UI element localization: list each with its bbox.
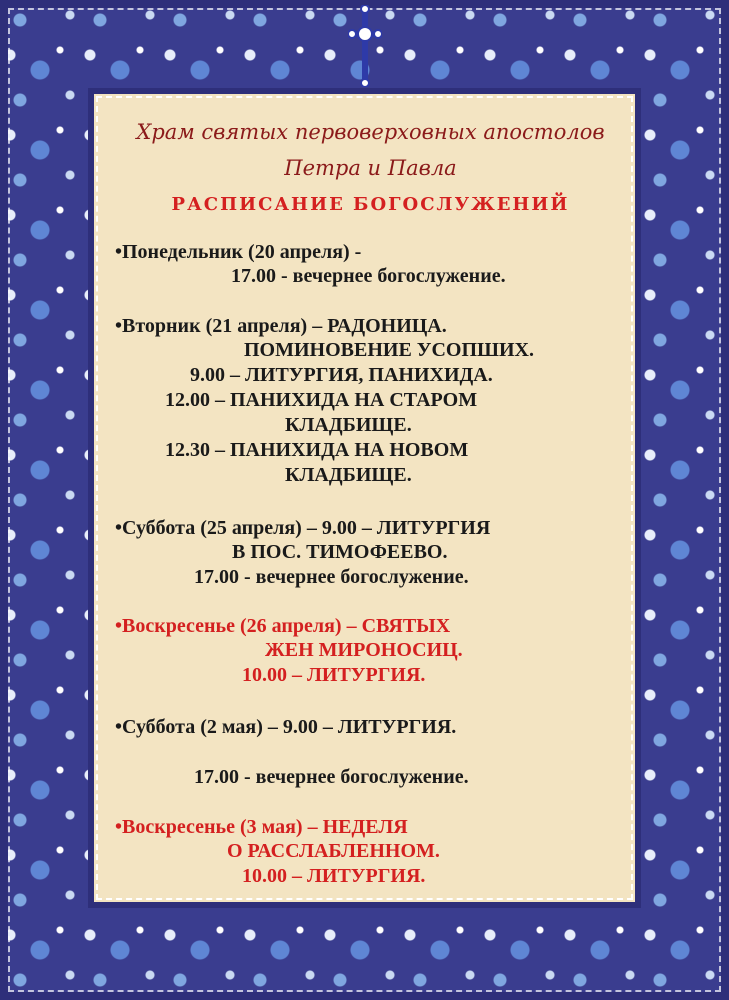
schedule-panel [88,88,641,908]
sunday2-feast: О РАССЛАБЛЕННОМ. [227,840,440,862]
saturday1-location: В ПОС. ТИМОФЕЕВО. [232,541,448,563]
sunday2-service: 10.00 – ЛИТУРГИЯ. [242,865,426,887]
tuesday-service-3: 12.30 – ПАНИХИДА НА НОВОМ [165,439,469,461]
page-subtitle: РАСПИСАНИЕ БОГОСЛУЖЕНИЙ [171,194,570,215]
tuesday-subheading: ПОМИНОВЕНИЕ УСОПШИХ. [244,339,534,361]
monday-heading: •Понедельник (20 апреля) - [115,241,362,263]
church-title: Храм святых первоверховных апостолов [136,120,605,144]
saturday1-heading: •Суббота (25 апреля) – 9.00 – ЛИТУРГИЯ [115,517,491,539]
sunday1-service: 10.00 – ЛИТУРГИЯ. [242,664,426,686]
sunday1-heading: •Воскресенье (26 апреля) – СВЯТЫХ [115,615,451,637]
sunday2-heading: •Воскресенье (3 мая) – НЕДЕЛЯ [115,816,408,838]
cross-icon [348,5,382,87]
saturday1-service: 17.00 - вечернее богослужение. [194,566,469,588]
saturday2-heading: •Суббота (2 мая) – 9.00 – ЛИТУРГИЯ. [115,716,457,738]
church-title-line2: Петра и Павла [284,156,457,180]
saturday2-service: 17.00 - вечернее богослужение. [194,766,469,788]
tuesday-service-3b: КЛАДБИЩЕ. [285,464,412,486]
tuesday-heading: •Вторник (21 апреля) – РАДОНИЦА. [115,315,447,337]
tuesday-service-2b: КЛАДБИЩЕ. [285,414,412,436]
tuesday-service-2: 12.00 – ПАНИХИДА НА СТАРОМ [165,389,478,411]
tuesday-service-1: 9.00 – ЛИТУРГИЯ, ПАНИХИДА. [190,364,493,386]
sunday1-feast: ЖЕН МИРОНОСИЦ. [265,639,463,661]
monday-service: 17.00 - вечернее богослужение. [231,265,506,287]
